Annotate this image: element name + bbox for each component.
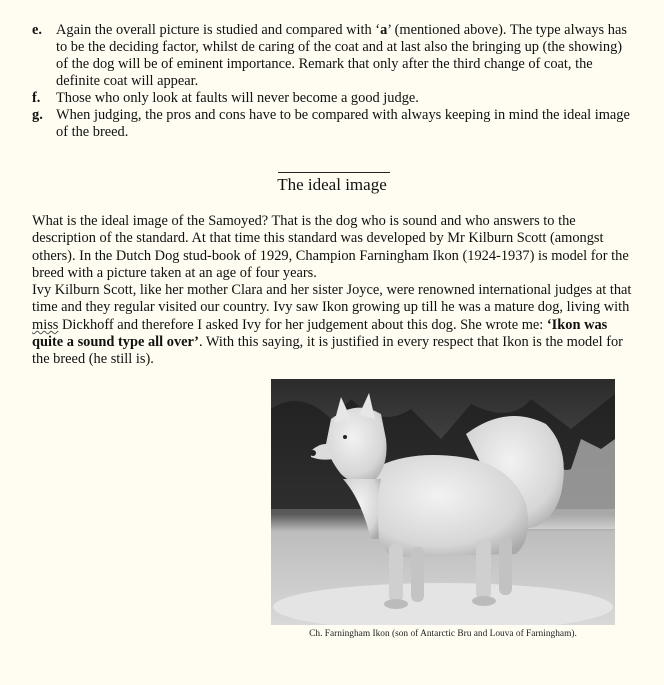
list-marker: g.: [32, 107, 43, 123]
dog-figure: [271, 379, 615, 645]
paragraph-text: . With this saying, it is justified in every respect that Ikon is the model for the breed (he still is).: [32, 334, 623, 368]
text-segment: Again the overall picture is studied and compared with ‘: [56, 22, 381, 38]
photo-caption: Ch. Farningham Ikon (son of Antarctic Bru and Louva of Farningham).: [309, 629, 577, 639]
list-marker: f.: [32, 90, 41, 106]
section-heading: The ideal image: [277, 175, 387, 194]
paragraph-text: What is the ideal image of the Samoyed? That is the dog who is sound and who answers to the description of the standard. At that time this standard was developed by Mr Kilburn Scott (amongst others). In the Dutch Dog stud-book of 1929, Champion Farningham Ikon (1924-1937) is model for the breed with a picture taken at an age of four years.: [32, 213, 629, 281]
body-paragraph: [32, 213, 636, 369]
heading-rule: [278, 172, 390, 173]
judging-criteria-list: [32, 22, 632, 141]
paragraph-text: Dickhoff and therefore I asked Ivy for her judgement about this dog. She wrote me:: [58, 316, 547, 333]
bold-quote: ‘Ikon was quite a sound type all over’: [32, 316, 608, 351]
dog-photo-icon: [271, 379, 615, 625]
list-marker: e.: [32, 22, 42, 38]
list-item-g: [32, 107, 632, 141]
bold-segment: a: [380, 22, 388, 38]
list-item-text: [56, 22, 632, 90]
list-item-f: [32, 90, 632, 107]
text-segment: ’ (mentioned above). The type always has to be the deciding factor, whilst de caring of the coat and at last also the bringing up (the showing) of the dog will be of eminent importance. Remark that only after the third change of coat, the definite coat will appear.: [56, 22, 627, 89]
list-item-text: Those who only look at faults will never become a good judge.: [56, 90, 419, 106]
list-item-text: When judging, the pros and cons have to be compared with always keeping in mind the ideal image of the breed.: [56, 107, 630, 140]
list-item-e: [32, 22, 632, 90]
paragraph-text: Ivy Kilburn Scott, like her mother Clara and her sister Joyce, were renowned international judges at that time and they regular visited our country. Ivy saw Ikon growing up till he was a mature dog, living with: [32, 282, 632, 316]
spelling-flagged-word: miss: [32, 316, 59, 333]
